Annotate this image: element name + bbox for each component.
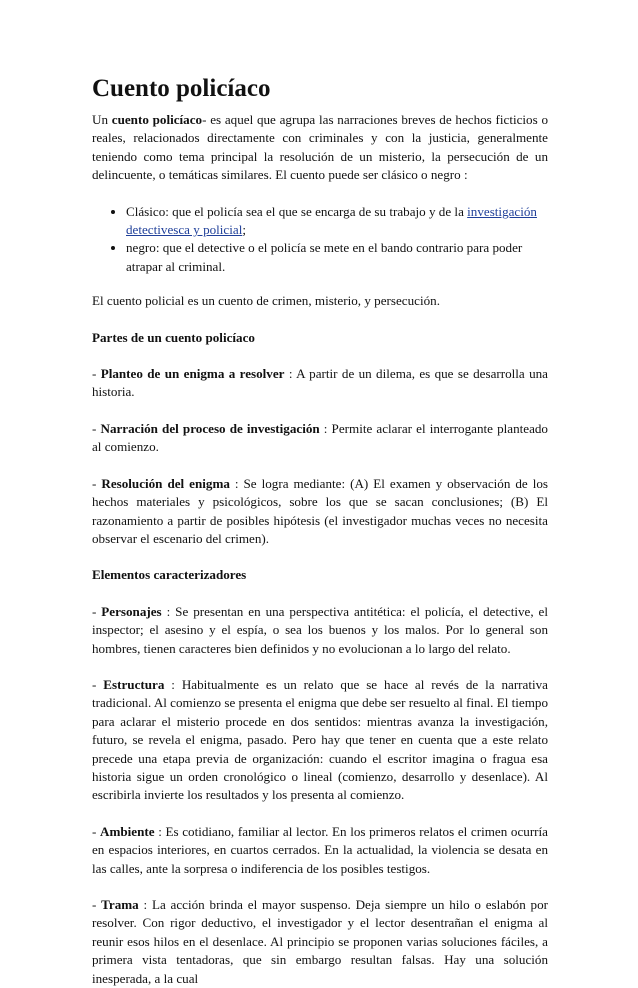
part-item [92, 420, 548, 457]
element-dash: - [92, 823, 100, 839]
part-dash: - [92, 420, 101, 436]
page-title: Cuento policíaco [92, 75, 271, 102]
classic-text: Clásico: que el policía sea el que se encarga de su trabajo y de la [126, 203, 468, 219]
part-text: : A partir de un dilema, es que se desarrolla una historia. [92, 366, 548, 400]
element-dash: - [92, 897, 102, 912]
part-item [92, 365, 548, 402]
intro-text-rest: - es aquel que agrupa las narraciones breves de hechos ficticios o reales, relacionados directamente con criminales y con la justicia, generalmente teniendo como tema principal la resolución de un misterio, la persecución de un delincuente, o temáticas similares. El cuento puede ser clásico o negro : [92, 112, 549, 183]
element-dash: - [92, 676, 104, 692]
parts-heading: Partes de un cuento policíaco [92, 329, 255, 345]
classic-end: ; [242, 222, 246, 238]
element-item [92, 823, 548, 878]
list-item-classic [126, 203, 548, 240]
type-list [92, 203, 548, 277]
element-text: : La acción brinda el mayor suspenso. Deja siempre un hilo o eslabón por resolver. Con rigor deductivo, el investigador y el lector desentrañan el enigma al reunir esos hilos en el desenlace. Al principio se proponen varias soluciones fáciles, a primera vista tentadoras, que sin embargo resultan falsas. Hay una solución inesperada, a la cual [92, 897, 548, 986]
element-label: Ambiente [100, 823, 155, 839]
element-dash: - [92, 603, 102, 619]
part-item [92, 475, 548, 549]
part-label: Narración del proceso de investigación [100, 420, 320, 436]
elements-section [92, 603, 548, 988]
investigation-link[interactable]: investigación detectivesca y policial [126, 203, 537, 238]
element-text: : Es cotidiano, familiar al lector. En los primeros relatos el crimen ocurría en espacios interiores, en cuartos cerrados. En la actualidad, la violencia se desata en las calles, ante la sorpresa o indiferencia de los posibles testigos. [92, 823, 548, 876]
element-label: Estructura [103, 676, 165, 692]
part-text: : Se logra mediante: (A) El examen y observación de los hechos materiales y psicológicos, sobre los que se sacan conclusiones; (B) El razonamiento a partir de posibles hipótesis (el investigador muchas veces no necesita observar el escenario del crimen). [92, 475, 548, 546]
element-item [92, 603, 548, 658]
elements-heading: Elementos caracterizadores [92, 567, 247, 583]
element-item [92, 676, 548, 805]
element-label: Personajes [101, 603, 162, 619]
element-text: : Se presentan en una perspectiva antitética: el policía, el detective, el inspector; el asesino y el espía, o sea los buenos y los malos. Por lo general son hombres, tienen caracteres bien definidos y no evolucionan a lo largo del relato. [92, 603, 548, 656]
part-dash: - [92, 475, 102, 491]
element-item [92, 896, 548, 988]
parts-section [92, 365, 548, 548]
part-label: Planteo de un enigma a resolver [100, 366, 285, 382]
intro-term: cuento policíaco [111, 112, 203, 127]
element-text: : Habitualmente es un relato que se hace al revés de la narrativa tradicional. Al comienzo se presenta el enigma que debe ser resuelto al final. El tiempo para aclarar el misterio procede en dos sentidos: mientras avanza la investigación, futuro, se revela el enigma, pasado. Pero hay que tener en cuenta que a este relato precede una etapa previa de organización: cuando el escritor imagina o fragua esa historia sigue un orden cronológico o lineal (comienzo, desarrollo y desenlace). Al escribirla invierte los resultados y los presenta al comienzo. [92, 676, 548, 803]
part-text: : Permite aclarar el interrogante planteado al comienzo. [92, 420, 548, 455]
intro-text-start: Un [92, 112, 112, 127]
part-dash: - [92, 366, 101, 382]
list-item-negro: • negro: que el detective o el policía se mete en el bando contrario para poder atrapar al criminal. [126, 239, 548, 276]
element-label: Trama [101, 897, 139, 912]
summary-paragraph: El cuento policial es un cuento de crimen, misterio, y persecución. [92, 293, 440, 309]
intro-paragraph [92, 111, 548, 185]
part-label: Resolución del enigma [101, 475, 230, 491]
